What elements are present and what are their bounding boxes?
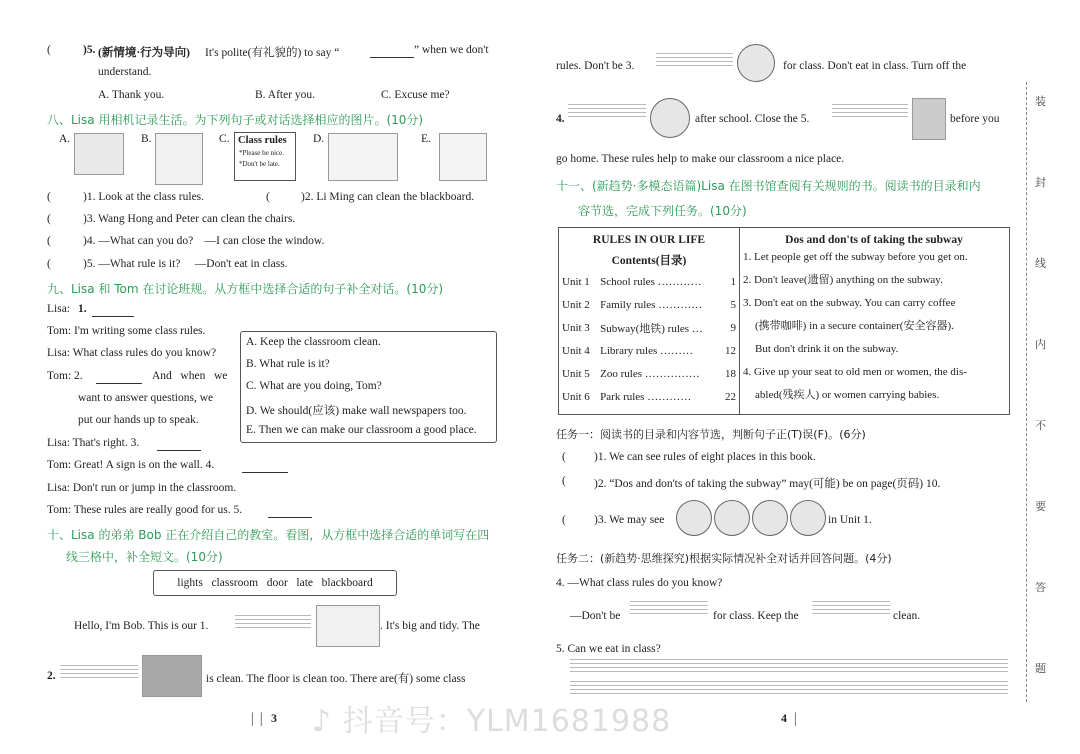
four-line-blank[interactable] (656, 50, 733, 66)
contents-title: RULES IN OUR LIFE (592, 234, 706, 246)
paren: ( (47, 44, 51, 56)
dos-line: 4. Give up your seat to old men or women, the dis- (743, 366, 967, 378)
dos-line: (携带咖啡) in a secure container(安全容器). (755, 320, 954, 332)
option-line: B. What rule is it? (246, 358, 330, 370)
contents-subtitle: Contents(目录) (611, 255, 687, 267)
passage-line: is clean. The floor is clean too. There are(有) some class (206, 673, 466, 685)
dialog-num: 1. (78, 303, 87, 315)
seat-icon (714, 500, 750, 536)
margin-char: 封 (1035, 176, 1046, 189)
t3-end: in Unit 1. (828, 514, 872, 526)
t3: )3. We may see (594, 514, 665, 526)
page-number: 3 (271, 711, 277, 725)
card-line-2: *Don't be late. (239, 160, 280, 168)
s8-q1: )1. Look at the class rules. (83, 191, 205, 203)
pic-letter-a: A. (59, 133, 71, 145)
unit-name: Subway(地铁) rules … (600, 322, 703, 335)
s8-q5: )5. —What rule is it? —Don't eat in class. (83, 258, 288, 270)
option-line: E. Then we can make our classroom a good place. (246, 424, 477, 436)
q5-num: )5. (83, 44, 96, 56)
margin-char: 答 (1035, 581, 1046, 594)
dos-line: 1. Let people get off the subway before you get on. (743, 251, 968, 263)
margin-char: 题 (1035, 662, 1046, 675)
task2-title: 任务二：(新趋势·思维探究)根据实际情况补全对话并回答问题。(4分) (556, 552, 892, 565)
reading-table (558, 227, 1010, 415)
late-clock-icon (737, 44, 775, 82)
four-line-blank[interactable] (812, 598, 890, 614)
passage-num: 4. (556, 113, 565, 125)
watermark-text: 抖音号：YLM1681988 (342, 704, 672, 739)
unit-name: Park rules ………… (600, 390, 692, 403)
contents-row (559, 316, 739, 339)
dialog-line: And when we (152, 370, 228, 382)
seat-icon (790, 500, 826, 536)
page-mark-icon: ▏ (795, 714, 804, 726)
unit-label: Unit 3 (562, 321, 590, 334)
margin-char: 不 (1035, 419, 1046, 432)
dialog-line: put our hands up to speak. (78, 414, 199, 426)
four-line-blank[interactable] (60, 662, 138, 678)
option-line: D. We should(应该) make wall newspapers too. (246, 405, 467, 417)
pic-letter-d: D. (313, 133, 325, 145)
class-rules-card (234, 132, 296, 181)
passage-line: for class. Don't eat in class. Turn off the (783, 60, 967, 72)
children-cleaning-chairs-picture (155, 133, 203, 185)
page-mark-icon: ▏▏ (252, 714, 270, 726)
section8-title: 八、Lisa 用相机记录生活。为下列句子或对话选择相应的图片。(10分) (47, 113, 424, 127)
answer-blank[interactable] (157, 439, 201, 451)
card-title: Class rules (238, 135, 287, 146)
section11-title-2: 容节选，完成下列任务。(10分) (578, 204, 747, 218)
paren: ( (47, 258, 51, 270)
answer-lines[interactable] (570, 656, 1008, 672)
unit-name: Zoo rules …………… (600, 367, 700, 380)
answer-blank[interactable] (242, 461, 288, 473)
dialog-line: Tom: These rules are really good for us. 5. (47, 504, 243, 516)
dialog-line: Tom: 2. (47, 370, 83, 382)
boy-and-girl-picture (328, 133, 398, 181)
four-line-blank[interactable] (832, 101, 908, 117)
q5-text2: ” when we don't (414, 44, 489, 56)
q5-tag: (新情境·行为导向) (98, 47, 190, 59)
q4-b3: clean. (893, 610, 921, 622)
passage-line: go home. These rules help to make our classroom a nice place. (556, 153, 845, 165)
dialog-line: Lisa: Don't run or jump in the classroom. (47, 482, 237, 494)
paren: ( (562, 451, 566, 463)
cut-line (1026, 82, 1027, 702)
margin-char: 要 (1035, 500, 1046, 513)
options-box (240, 331, 497, 443)
answer-lines[interactable] (570, 678, 1008, 694)
contents-table (559, 270, 739, 408)
answer-blank[interactable] (268, 506, 312, 518)
unit-label: Unit 1 (562, 275, 590, 288)
passage-num: 2. (47, 670, 56, 682)
dialog-line: Lisa: What class rules do you know? (47, 347, 217, 359)
margin-char: 装 (1035, 95, 1046, 108)
contents-column (559, 228, 740, 414)
passage-line: rules. Don't be 3. (556, 60, 635, 72)
unit-name: Library rules ……… (600, 344, 694, 357)
dos-column (740, 228, 1008, 414)
q4-b2: for class. Keep the (713, 610, 799, 622)
unit-name: Family rules ………… (600, 298, 703, 311)
door-picture (912, 98, 946, 140)
blackboard-picture (142, 655, 202, 697)
dialog-line: want to answer questions, we (78, 392, 214, 404)
contents-row (559, 385, 739, 408)
unit-page: 18 (725, 367, 736, 380)
unit-page: 1 (730, 275, 736, 288)
watermark (312, 696, 671, 740)
contents-row (559, 293, 739, 316)
option-line: A. Keep the classroom clean. (246, 336, 381, 348)
unit-page: 22 (725, 390, 736, 403)
s8-q4: )4. —What can you do? —I can close the window. (83, 235, 325, 247)
unit-page: 5 (730, 298, 736, 311)
section11-title-1: 十一、(新趋势·多模态语篇)Lisa 在图书馆查阅有关规则的书。阅读书的目录和内 (556, 179, 981, 193)
boy-cleaning-blackboard-picture (74, 133, 124, 175)
dos-title: Dos and don'ts of taking the subway (785, 234, 963, 246)
q4: 4. —What class rules do you know? (556, 577, 723, 589)
passage-line: before you (950, 113, 1000, 125)
word-bank: lights classroom door late blackboard (153, 570, 397, 596)
dialog-speaker: Lisa: (47, 303, 70, 315)
section9-title: 九、Lisa 和 Tom 在讨论班规。从方框中选择合适的句子补全对话。(10分) (47, 282, 444, 296)
q5: 5. Can we eat in class? (556, 643, 661, 655)
option-b: B. After you. (255, 89, 316, 101)
unit-label: Unit 5 (562, 367, 590, 380)
contents-row (559, 362, 739, 385)
s8-q3: )3. Wang Hong and Peter can clean the chairs. (83, 213, 296, 225)
q4-b1: —Don't be (570, 610, 621, 622)
margin-char: 线 (1035, 257, 1046, 270)
paren: ( (266, 191, 270, 203)
section10-title-1: 十、Lisa 的弟弟 Bob 正在介绍自己的教室。看图，从方框中选择合适的单词写在四 (47, 528, 490, 542)
dos-line: abled(残疾人) or women carrying babies. (755, 389, 940, 401)
four-line-blank[interactable] (235, 612, 311, 628)
passage-line: Hello, I'm Bob. This is our 1. (74, 620, 209, 632)
option-line: C. What are you doing, Tom? (246, 380, 382, 392)
paren: ( (47, 191, 51, 203)
unit-name: School rules ………… (600, 275, 702, 288)
dos-line: 3. Don't eat on the subway. You can carry coffee (743, 297, 956, 309)
section10-title-2: 线三格中，补全短文。(10分) (66, 550, 223, 564)
card-line-1: *Please be nice. (239, 149, 284, 157)
answer-blank[interactable] (96, 372, 142, 384)
dialog-line: Tom: I'm writing some class rules. (47, 325, 206, 337)
task1-title: 任务一：阅读书的目录和内容节选，判断句子正(T)误(F)。(6分) (556, 428, 866, 441)
four-line-blank[interactable] (568, 101, 646, 117)
classroom-picture (316, 605, 380, 647)
unit-page: 9 (730, 321, 736, 334)
pic-letter-b: B. (141, 133, 152, 145)
pic-letter-e: E. (421, 133, 431, 145)
margin-char: 内 (1035, 338, 1046, 351)
dos-line: But don't drink it on the subway. (755, 343, 899, 355)
passage-line: after school. Close the 5. (695, 113, 810, 125)
unit-label: Unit 4 (562, 344, 590, 357)
seat-icon (676, 500, 712, 536)
contents-row (559, 270, 739, 293)
paren: ( (562, 514, 566, 526)
passage-line: . It's big and tidy. The (380, 620, 480, 632)
unit-page: 12 (725, 344, 736, 357)
page-number: 4 (781, 711, 787, 725)
unit-label: Unit 6 (562, 390, 590, 403)
t2: )2. “Dos and don'ts of taking the subway” may(可能) be on page(页码) 10. (594, 478, 941, 490)
paren: ( (47, 235, 51, 247)
boy-closing-window-picture (439, 133, 487, 181)
option-c: C. Excuse me? (381, 89, 450, 101)
s8-q2: )2. Li Ming can clean the blackboard. (301, 191, 475, 203)
t1: )1. We can see rules of eight places in this book. (594, 451, 816, 463)
dos-list (740, 246, 1008, 407)
option-a: A. Thank you. (98, 89, 165, 101)
unit-label: Unit 2 (562, 298, 590, 311)
seat-icon (752, 500, 788, 536)
paren: ( (562, 475, 566, 487)
dialog-line: Tom: Great! A sign is on the wall. 4. (47, 459, 215, 471)
four-line-blank[interactable] (630, 598, 708, 614)
paren: ( (47, 213, 51, 225)
answer-blank[interactable] (92, 305, 134, 317)
q5-text3: understand. (98, 66, 152, 78)
answer-blank[interactable] (370, 46, 414, 58)
q5-text: It's polite(有礼貌的) to say “ (205, 47, 340, 59)
dos-line: 2. Don't leave(遗留) anything on the subway. (743, 274, 943, 286)
light-switch-icon (650, 98, 690, 138)
contents-row (559, 339, 739, 362)
watermark-logo-icon: ♪ (312, 704, 333, 739)
pic-letter-c: C. (219, 133, 230, 145)
dialog-line: Lisa: That's right. 3. (47, 437, 140, 449)
